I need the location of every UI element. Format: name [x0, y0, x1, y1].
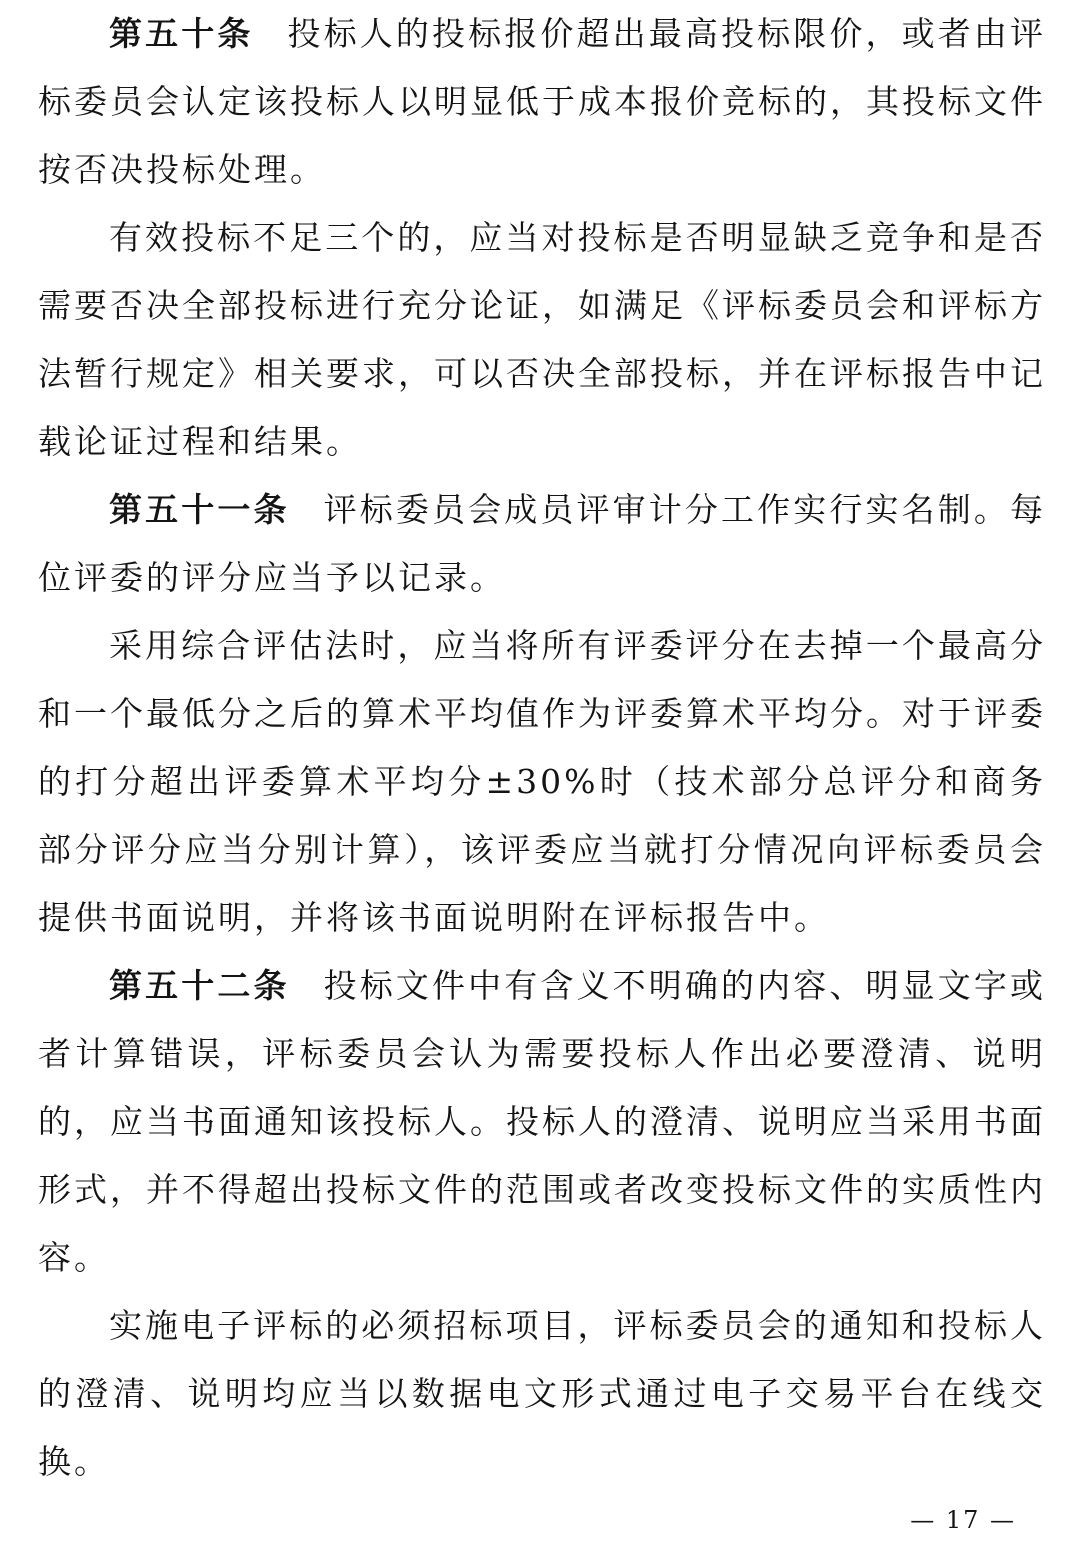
paragraph-article-51-clause-2	[38, 612, 1046, 952]
paragraph-text: 采用综合评估法时，应当将所有评委评分在去掉一个最高分和一个最低分之后的算术平均值作为评委算术平均分。对于评委的打分超出评委算术平均分±30%时（技术部分总评分和商务部分评分应当分别计算），该评委应当就打分情况向评标委员会提供书面说明，并将该书面说明附在评标报告中。	[38, 626, 1046, 937]
document-body	[38, 0, 1046, 1496]
page-number: — 17 —	[910, 1506, 1016, 1534]
article-number: 第五十二条	[109, 966, 290, 1005]
paragraph-text: 投标文件中有含义不明确的内容、明显文字或者计算错误，评标委员会认为需要投标人作出必要澄清、说明的，应当书面通知该投标人。投标人的澄清、说明应当采用书面形式，并不得超出投标文件的范围或者改变投标文件的实质性内容。	[38, 966, 1046, 1277]
paragraph-text: 有效投标不足三个的，应当对投标是否明显缺乏竞争和是否需要否决全部投标进行充分论证，如满足《评标委员会和评标方法暂行规定》相关要求，可以否决全部投标，并在评标报告中记载论证过程和结果。	[38, 218, 1046, 461]
paragraph-article-50-clause-2	[38, 204, 1046, 476]
paragraph-article-51	[38, 476, 1046, 612]
paragraph-text: 评标委员会成员评审计分工作实行实名制。每位评委的评分应当予以记录。	[38, 490, 1046, 597]
paragraph-article-50	[38, 0, 1046, 204]
paragraph-article-52	[38, 952, 1046, 1292]
article-number: 第五十条	[109, 14, 254, 53]
paragraph-text: 投标人的投标报价超出最高投标限价，或者由评标委员会认定该投标人以明显低于成本报价竞标的，其投标文件按否决投标处理。	[38, 14, 1046, 189]
paragraph-text: 实施电子评标的必须招标项目，评标委员会的通知和投标人的澄清、说明均应当以数据电文形式通过电子交易平台在线交换。	[38, 1306, 1046, 1481]
article-number: 第五十一条	[109, 490, 290, 529]
paragraph-article-52-clause-2	[38, 1292, 1046, 1496]
